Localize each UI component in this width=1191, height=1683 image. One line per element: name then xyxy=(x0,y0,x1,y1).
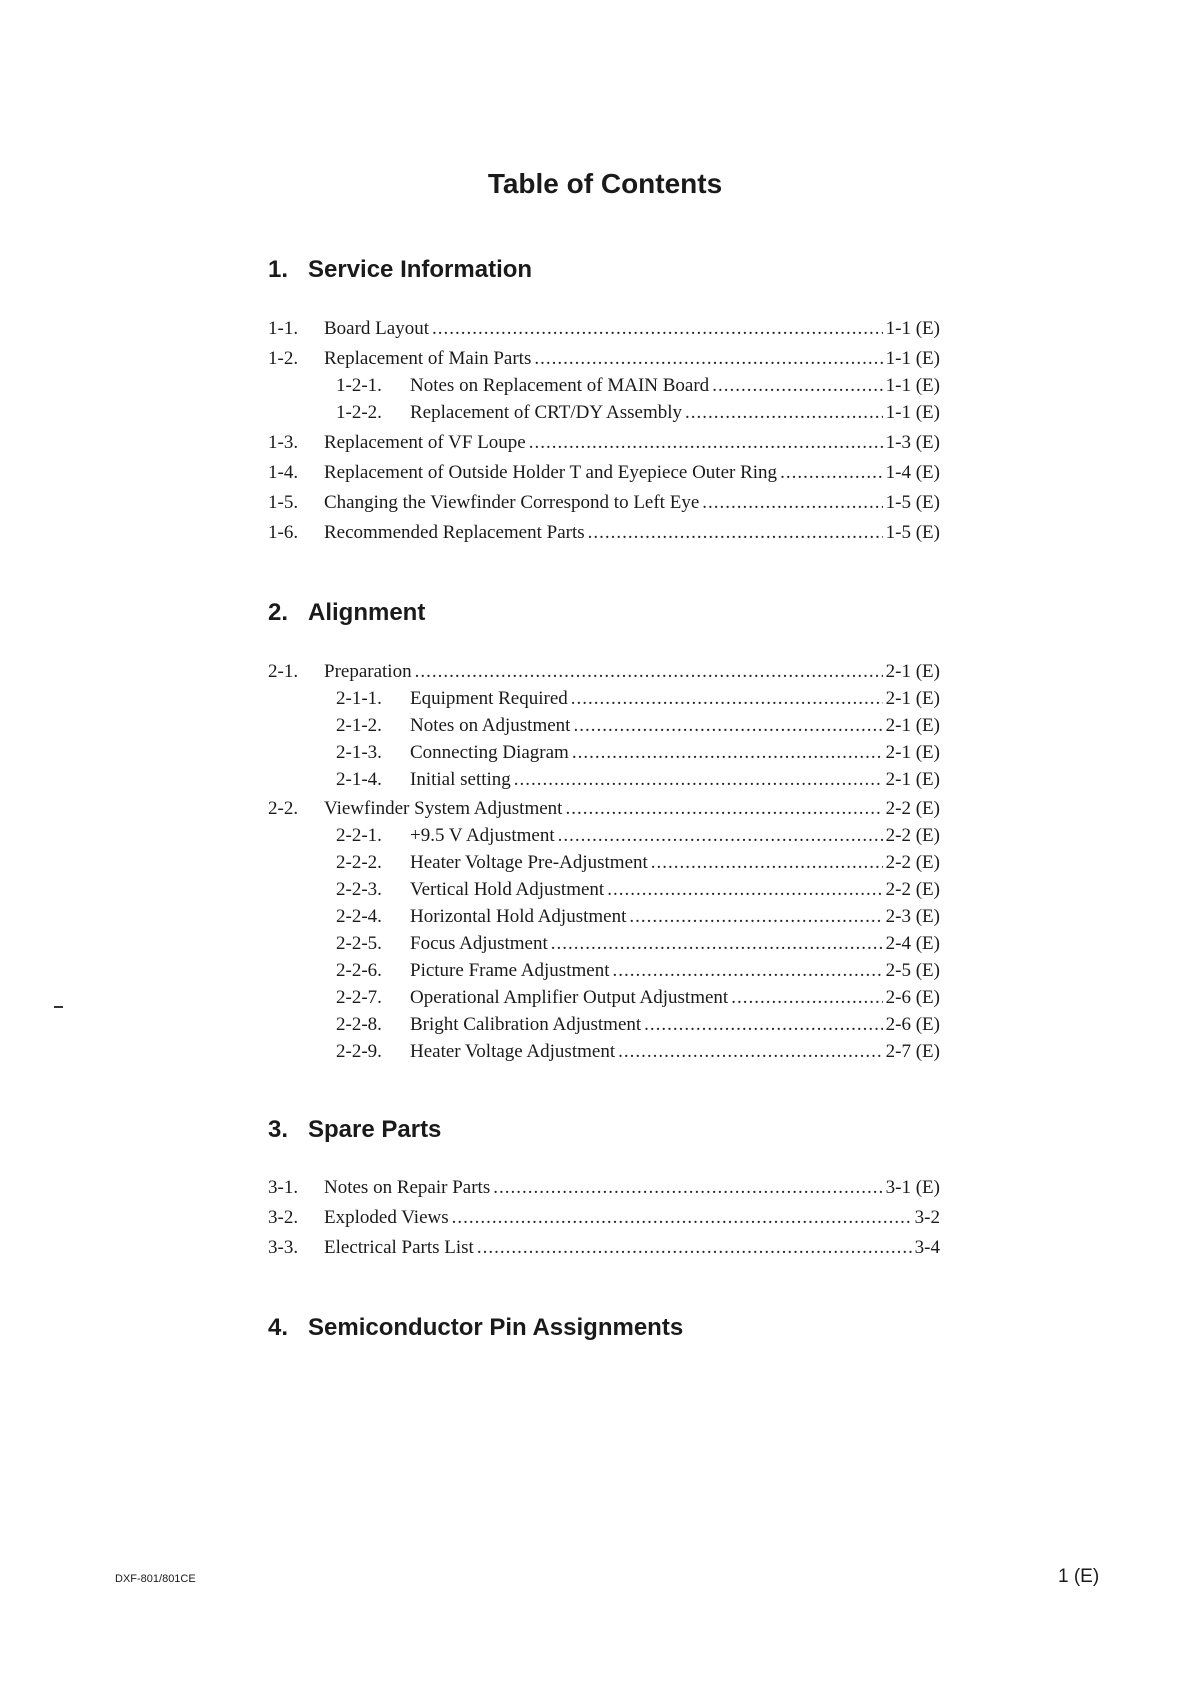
margin-mark xyxy=(54,1006,63,1008)
toc-entry-page: 2-1 (E) xyxy=(885,661,940,682)
toc-entry-page: 2-2 (E) xyxy=(885,852,940,873)
toc-subentry[interactable] xyxy=(336,715,940,737)
toc-entry-number: 1-3. xyxy=(268,432,299,453)
toc-entry-number: 2-2-2. xyxy=(336,852,382,873)
dot-leader xyxy=(644,1014,883,1036)
page-number: 1 (E) xyxy=(1058,1566,1100,1587)
toc-subentry[interactable] xyxy=(336,879,940,901)
section-heading-semiconductor-pin-assignments xyxy=(268,1314,683,1342)
toc-subentry[interactable] xyxy=(336,1014,940,1036)
document-code: DXF-801/801CE xyxy=(115,1573,196,1585)
toc-entry[interactable] xyxy=(268,1237,940,1259)
toc-entry-title: Notes on Adjustment xyxy=(410,715,571,736)
dot-leader xyxy=(780,462,883,484)
dot-leader xyxy=(477,1237,912,1259)
section-heading-service-information xyxy=(268,256,532,284)
toc-entry-page: 2-2 (E) xyxy=(885,879,940,900)
toc-entry-page: 1-1 (E) xyxy=(885,402,940,423)
toc-entry-number: 3-2. xyxy=(268,1207,299,1228)
toc-subentry[interactable] xyxy=(336,960,940,982)
toc-entry-page: 1-1 (E) xyxy=(885,348,940,369)
toc-entry-number: 2-1. xyxy=(268,661,299,682)
toc-entry-page: 2-1 (E) xyxy=(885,742,940,763)
toc-entry-number: 1-5. xyxy=(268,492,299,513)
toc-entry[interactable] xyxy=(268,798,940,820)
dot-leader xyxy=(607,879,882,901)
dot-leader xyxy=(432,318,883,340)
section-title: Semiconductor Pin Assignments xyxy=(308,1314,684,1341)
toc-entry-number: 2-2-1. xyxy=(336,825,382,846)
dot-leader xyxy=(712,375,882,397)
section-heading-spare-parts xyxy=(268,1116,441,1144)
toc-entry-title: Replacement of VF Loupe xyxy=(324,432,526,453)
dot-leader xyxy=(651,852,883,874)
toc-entry-page: 2-2 (E) xyxy=(885,798,940,819)
toc-entry-page: 1-3 (E) xyxy=(885,432,940,453)
toc-entry-page: 2-5 (E) xyxy=(885,960,940,981)
toc-entry-page: 1-1 (E) xyxy=(885,318,940,339)
toc-entry[interactable] xyxy=(268,522,940,544)
toc-entry-title: Vertical Hold Adjustment xyxy=(410,879,605,900)
toc-entry-title: Recommended Replacement Parts xyxy=(324,522,585,543)
toc-entry[interactable] xyxy=(268,348,940,370)
dot-leader xyxy=(702,492,882,514)
toc-entry-title: Replacement of Outside Holder T and Eyepiece Outer Ring xyxy=(324,462,778,483)
toc-entry-title: Picture Frame Adjustment xyxy=(410,960,610,981)
toc-entry-number: 2-2-9. xyxy=(336,1041,382,1062)
dot-leader xyxy=(618,1041,883,1063)
toc-entry-number: 2-2-8. xyxy=(336,1014,382,1035)
section-number: 2. xyxy=(268,599,289,626)
toc-entry[interactable] xyxy=(268,1207,940,1229)
toc-entry-page: 2-1 (E) xyxy=(885,715,940,736)
toc-entry-title: Board Layout xyxy=(324,318,430,339)
toc-entry-number: 1-1. xyxy=(268,318,299,339)
toc-entry[interactable] xyxy=(268,661,940,683)
toc-entry-number: 1-4. xyxy=(268,462,299,483)
toc-entry-title: Heater Voltage Pre-Adjustment xyxy=(410,852,648,873)
toc-entry-number: 3-3. xyxy=(268,1237,299,1258)
toc-entry-title: Connecting Diagram xyxy=(410,742,569,763)
toc-entry-title: Heater Voltage Adjustment xyxy=(410,1041,616,1062)
toc-entry-number: 1-2-2. xyxy=(336,402,382,423)
toc-entry[interactable] xyxy=(268,492,940,514)
toc-subentry[interactable] xyxy=(336,375,940,397)
toc-entry-title: Notes on Replacement of MAIN Board xyxy=(410,375,710,396)
section-number: 3. xyxy=(268,1116,289,1143)
toc-entry-title: Preparation xyxy=(324,661,412,682)
dot-leader xyxy=(572,742,883,764)
toc-entry-title: Replacement of CRT/DY Assembly xyxy=(410,402,683,423)
section-title: Spare Parts xyxy=(308,1116,442,1143)
toc-entry-title: Replacement of Main Parts xyxy=(324,348,532,369)
toc-entry-title: Bright Calibration Adjustment xyxy=(410,1014,642,1035)
dot-leader xyxy=(452,1207,912,1229)
toc-entry[interactable] xyxy=(268,318,940,340)
toc-subentry[interactable] xyxy=(336,906,940,928)
toc-entry-title: Equipment Required xyxy=(410,688,568,709)
toc-entry-number: 1-2-1. xyxy=(336,375,382,396)
toc-entry-title: Initial setting xyxy=(410,769,511,790)
dot-leader xyxy=(534,348,882,370)
dot-leader xyxy=(415,661,883,683)
toc-entry-title: Viewfinder System Adjustment xyxy=(324,798,563,819)
dot-leader xyxy=(493,1177,882,1199)
section-title: Alignment xyxy=(308,599,426,626)
toc-subentry[interactable] xyxy=(336,987,940,1009)
toc-entry-number: 2-1-1. xyxy=(336,688,382,709)
dot-leader xyxy=(565,798,882,820)
toc-entry-title: Exploded Views xyxy=(324,1207,449,1228)
toc-subentry[interactable] xyxy=(336,1041,940,1063)
dot-leader xyxy=(588,522,883,544)
toc-entry-title: Notes on Repair Parts xyxy=(324,1177,491,1198)
toc-entry-page: 2-1 (E) xyxy=(885,688,940,709)
toc-subentry[interactable] xyxy=(336,769,940,791)
toc-entry-page: 2-6 (E) xyxy=(885,987,940,1008)
toc-subentry[interactable] xyxy=(336,852,940,874)
toc-entry-page: 3-4 xyxy=(914,1237,940,1258)
toc-entry[interactable] xyxy=(268,432,940,454)
dot-leader xyxy=(731,987,882,1009)
toc-entry-number: 2-1-3. xyxy=(336,742,382,763)
toc-entry-number: 2-1-2. xyxy=(336,715,382,736)
toc-entry-page: 1-4 (E) xyxy=(885,462,940,483)
toc-entry-page: 3-1 (E) xyxy=(885,1177,940,1198)
toc-entry-number: 2-2-6. xyxy=(336,960,382,981)
toc-subentry[interactable] xyxy=(336,825,940,847)
toc-entry-page: 2-2 (E) xyxy=(885,825,940,846)
dot-leader xyxy=(551,933,883,955)
toc-entry-number: 1-6. xyxy=(268,522,299,543)
dot-leader xyxy=(558,825,883,847)
toc-entry-title: Operational Amplifier Output Adjustment xyxy=(410,987,729,1008)
section-heading-alignment xyxy=(268,599,425,627)
toc-subentry[interactable] xyxy=(336,933,940,955)
toc-entry-page: 2-7 (E) xyxy=(885,1041,940,1062)
dot-leader xyxy=(529,432,883,454)
toc-entry-number: 1-2. xyxy=(268,348,299,369)
toc-entry-page: 2-4 (E) xyxy=(885,933,940,954)
toc-entry-title: Horizontal Hold Adjustment xyxy=(410,906,627,927)
toc-entry-number: 3-1. xyxy=(268,1177,299,1198)
toc-entry-title: Electrical Parts List xyxy=(324,1237,474,1258)
page-title: Table of Contents xyxy=(487,168,723,199)
toc-entry-title: +9.5 V Adjustment xyxy=(410,825,555,846)
toc-entry-page: 1-5 (E) xyxy=(885,522,940,543)
toc-entry-page: 2-1 (E) xyxy=(885,769,940,790)
toc-entry-title: Focus Adjustment xyxy=(410,933,548,954)
dot-leader xyxy=(514,769,883,791)
dot-leader xyxy=(629,906,882,928)
toc-entry[interactable] xyxy=(268,1177,940,1199)
toc-entry-number: 2-1-4. xyxy=(336,769,382,790)
toc-subentry[interactable] xyxy=(336,688,940,710)
toc-entry-number: 2-2-4. xyxy=(336,906,382,927)
toc-subentry[interactable] xyxy=(336,742,940,764)
section-number: 1. xyxy=(268,256,289,283)
toc-subentry[interactable] xyxy=(336,402,940,424)
section-title: Service Information xyxy=(308,256,533,283)
toc-entry-page: 1-5 (E) xyxy=(885,492,940,513)
dot-leader xyxy=(573,715,882,737)
dot-leader xyxy=(571,688,883,710)
toc-entry-number: 2-2-3. xyxy=(336,879,382,900)
toc-entry-page: 1-1 (E) xyxy=(885,375,940,396)
dot-leader xyxy=(612,960,882,982)
toc-entry-number: 2-2. xyxy=(268,798,299,819)
toc-entry-page: 3-2 xyxy=(914,1207,940,1228)
section-number: 4. xyxy=(268,1314,289,1341)
toc-entry-title: Changing the Viewfinder Correspond to Left Eye xyxy=(324,492,700,513)
toc-entry-number: 2-2-7. xyxy=(336,987,382,1008)
toc-entry-page: 2-6 (E) xyxy=(885,1014,940,1035)
dot-leader xyxy=(685,402,883,424)
toc-entry-page: 2-3 (E) xyxy=(885,906,940,927)
toc-entry-number: 2-2-5. xyxy=(336,933,382,954)
toc-entry[interactable] xyxy=(268,462,940,484)
